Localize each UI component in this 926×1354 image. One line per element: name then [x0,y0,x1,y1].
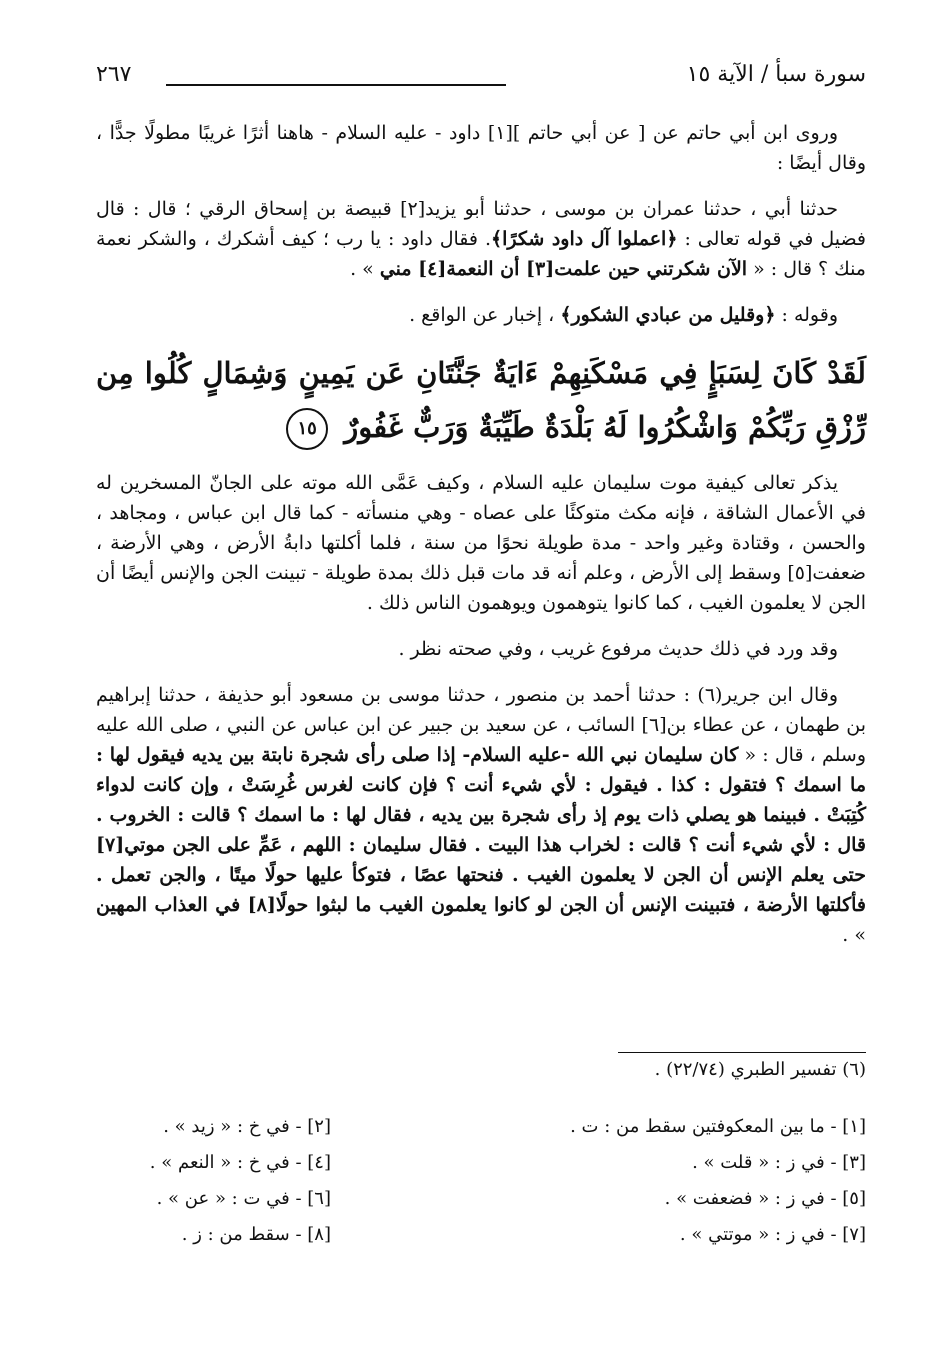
paragraph-4: يذكر تعالى كيفية موت سليمان عليه السلام ، وكيف عَمَّى الله موته على الجانّ المسخرين له في الأعمال الشاقة ، فإنه مكث متوكئًا على عصاه - وهي منسأته - كما قال ابن عباس ، ومجاهد ، والحسن ، وقتادة وغير واحد - مدة طويلة نحوًا من سنة ، فلما أكلتها دابةُ الأرض ، وهي الأرضة ، ضعفت[٥] وسقط إلى الأرض ، وعلم أنه قد مات قبل ذلك بمدة طويلة - تبينت الجن والإنس أيضًا أن الجن لا يعلمون الغيب ، كما كانوا يتوهمون ويوهمون الناس ذلك . [96,472,866,614]
note-4: [٤] - في خ : « النعم » . [149,1151,331,1173]
text-span: . فقال داود : يا رب ؛ كيف أشكرك ، والشكر نعمة منك ؟ قال : « [96,228,866,280]
note-5: [٥] - في ز : « فضعفت » . [664,1187,866,1209]
notes-row [96,1216,866,1252]
text-span: وقوله : [775,304,838,326]
quran-verse [96,346,866,454]
text-span: » . [842,924,866,946]
running-title: سورة سبأ / الآية ١٥ [686,62,866,87]
text-span: » . [350,258,380,280]
quran-quote: ﴿اعملوا آل داود شكرًا﴾ [491,228,678,250]
note-2: [٢] - في خ : « زيد » . [163,1115,331,1137]
page-header [96,62,866,98]
text-span: وقال ابن جرير(٦) : حدثنا أحمد بن منصور ، حدثنا موسى بن مسعود أبو حذيفة ، حدثنا إبراهيم بن طهمان ، عن عطاء بن[٦] السائب ، عن سعيد بن جبير عن ابن عباس عن النبي ، صلى الله عليه وسلم ، قال : « [96,684,866,766]
notes-row [96,1180,866,1216]
paragraph-2 [96,194,866,284]
notes-row [96,1108,866,1144]
notes-row [96,1144,866,1180]
note-1: [١] - ما بين المعكوفتين سقط من : ت . [570,1115,866,1137]
footnote-6: (٦) تفسير الطبري (٢٢/٧٤) . [618,1052,866,1080]
verse-number-marker: ١٥ [286,408,328,450]
variant-notes [96,1108,866,1252]
quoted-saying: الآن شكرتني حين علمت[٣] أن النعمة[٤] مني [379,258,748,280]
verse-text: لَقَدْ كَانَ لِسَبَإٍ فِي مَسْكَنِهِمْ ءَايَةٌ جَنَّتَانِ عَن يَمِينٍ وَشِمَالٍ كُلُوا مِن رِّزْقِ رَبِّكُمْ وَاشْكُرُوا لَهُ بَلْدَةٌ طَيِّبَةٌ وَرَبٌّ غَفُورٌ [96,356,866,444]
paragraph-1: وروى ابن أبي حاتم عن [ عن أبي حاتم ][١] داود - عليه السلام - هاهنا أثرًا غريبًا مطولًا جدًّا ، وقال أيضًا : [96,122,866,174]
paragraph-6 [96,680,866,950]
page-number: ٢٦٧ [96,62,132,87]
text-span: ، إخبار عن الواقع . [409,304,561,326]
paragraph-3 [96,300,866,330]
header-rule [166,84,506,86]
quran-quote: ﴿وقليل من عبادي الشكور﴾ [560,304,776,326]
main-text [96,118,866,966]
note-3: [٣] - في ز : « قلت » . [692,1151,866,1173]
note-7: [٧] - في ز : « موتتي » . [679,1223,866,1245]
note-8: [٨] - سقط من : ز . [181,1223,331,1245]
text-span: حدثنا أبي ، حدثنا عمران بن موسى ، حدثنا أبو يزيد[٢] قبيصة بن إسحاق الرقي ؛ قال : قال فضيل في قوله تعالى : [96,198,866,250]
hadith-text: كان سليمان نبي الله -عليه السلام- إذا صلى رأى شجرة نابتة بين يديه فيقول لها : ما اسمك ؟ فتقول : كذا . فيقول : لأي شيء أنت ؟ فإن كانت لغرس غُرِسَتْ ، وإن كانت لدواء كُتِبَتْ . فبينما هو يصلي ذات يوم إذ رأى شجرة بين يديه ، فقال لها : ما اسمك ؟ قالت : الخروب . قال : لأي شيء أنت ؟ قالت : لخراب هذا البيت . فقال سليمان : اللهم ، عَمِّ على الجن موتي[٧] حتى يعلم الإنس أن الجن لا يعلمون الغيب . فنحتها عصًا ، فتوكأ عليها حولًا ميتًا ، والجن تعمل . فأكلتها الأرضة ، فتبينت الإنس أن الجن لو كانوا يعلمون الغيب ما لبثوا حولًا[٨] في العذاب المهين [96,744,866,916]
paragraph-5: وقد ورد في ذلك حديث مرفوع غريب ، وفي صحته نظر . [398,638,838,660]
note-6: [٦] - في ت : « عن » . [156,1187,331,1209]
